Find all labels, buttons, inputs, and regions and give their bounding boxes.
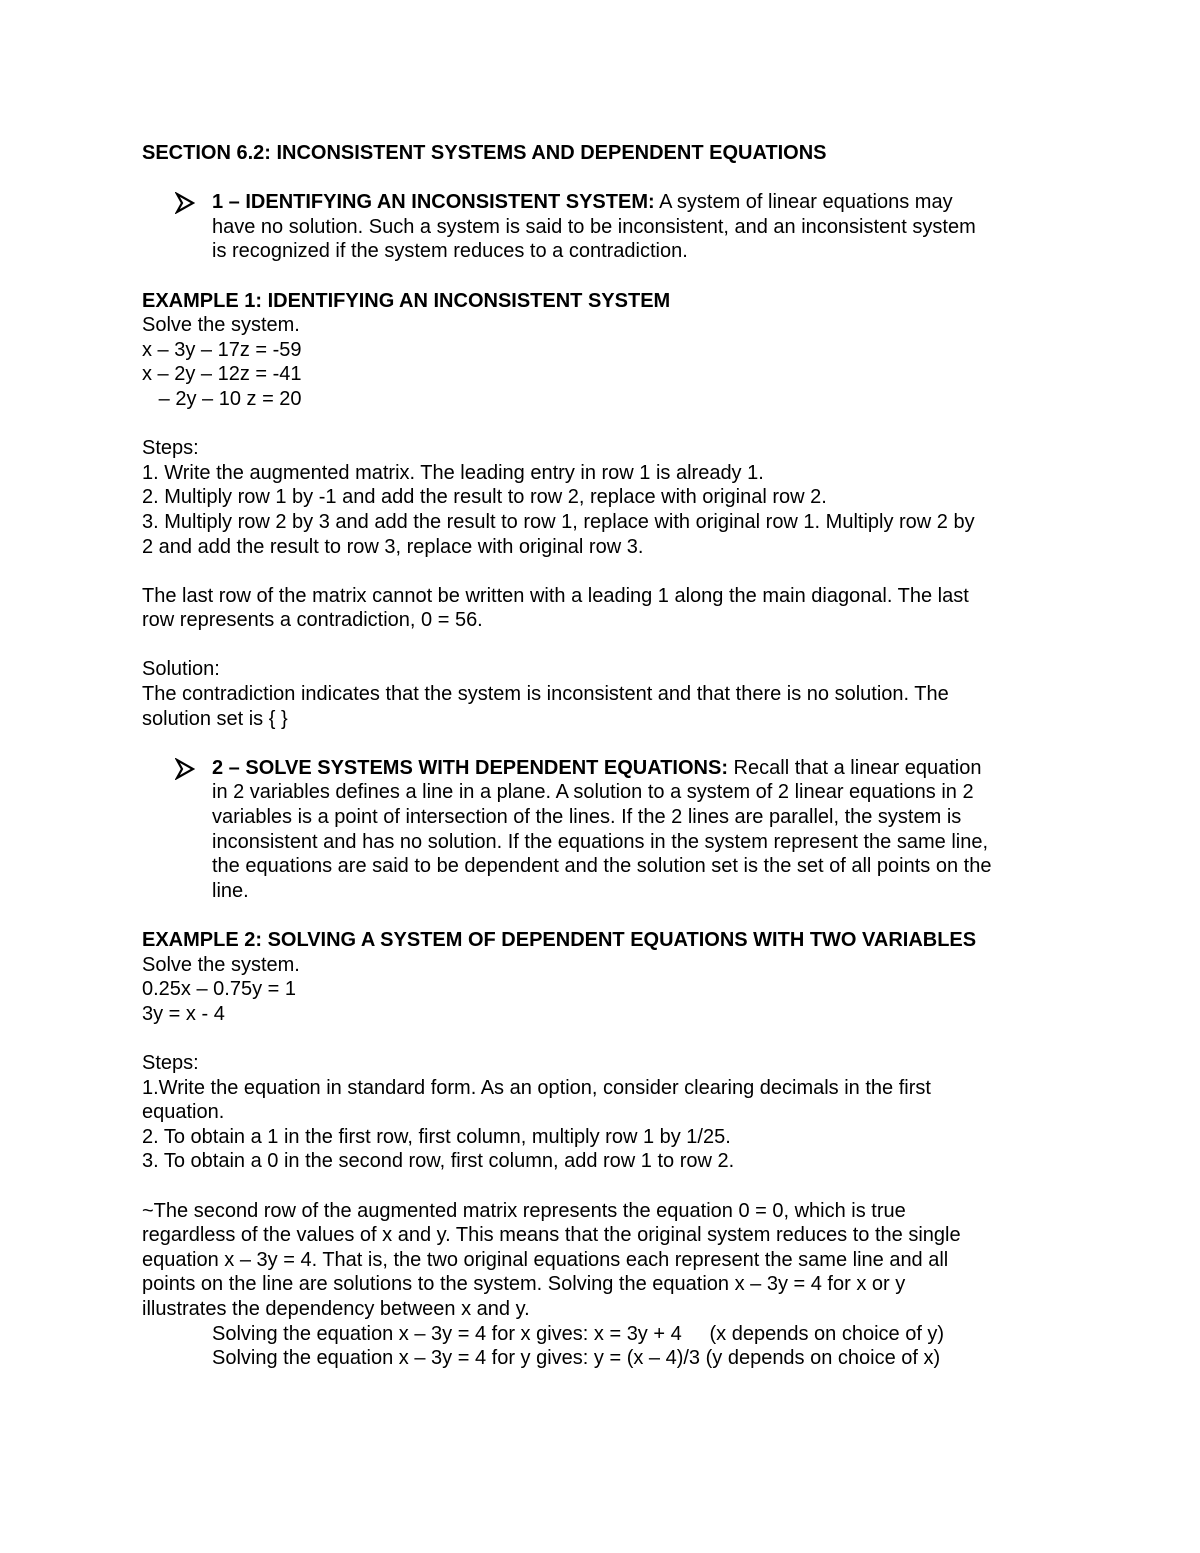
explanation-line: ~The second row of the augmented matrix represents the equation 0 = 0, which is true	[142, 1199, 906, 1222]
explanation-line: illustrates the dependency between x and y.	[142, 1297, 530, 1320]
note-line: The last row of the matrix cannot be written with a leading 1 along the main diagonal. The last	[142, 584, 969, 607]
solution-label: Solution:	[142, 658, 220, 681]
bullet-heading: 2 – SOLVE SYSTEMS WITH DEPENDENT EQUATIONS:	[212, 756, 728, 779]
solving-line: Solving the equation x – 3y = 4 for y gives: y = (x – 4)/3 (y depends on choice of x)	[212, 1347, 941, 1370]
bullet-line: in 2 variables defines a line in a plane. A solution to a system of 2 linear equations in 2	[212, 781, 974, 804]
equation: – 2y – 10 z = 20	[142, 387, 302, 410]
spacer	[142, 166, 1062, 191]
step-line: equation.	[142, 1101, 225, 1124]
section-title: SECTION 6.2: INCONSISTENT SYSTEMS AND DEPENDENT EQUATIONS	[142, 142, 827, 164]
solving-line: Solving the equation x – 3y = 4 for x gives: x = 3y + 4 (x depends on choice of y)	[212, 1322, 945, 1345]
explanation-line: regardless of the values of x and y. This means that the original system reduces to the single	[142, 1224, 961, 1247]
step-line: 1.Write the equation in standard form. As an option, consider clearing decimals in the first	[142, 1076, 931, 1099]
spacer	[142, 633, 1062, 658]
spacer	[142, 903, 1062, 928]
steps-label: Steps:	[142, 1051, 199, 1074]
bullet-line: is recognized if the system reduces to a contradiction.	[212, 240, 688, 263]
explanation-line: points on the line are solutions to the system. Solving the equation x – 3y = 4 for x or y	[142, 1273, 906, 1296]
step-line: 2. Multiply row 1 by -1 and add the result to row 2, replace with original row 2.	[142, 486, 827, 509]
step-line: 3. To obtain a 0 in the second row, first column, add row 1 to row 2.	[142, 1150, 735, 1173]
bullet-line: the equations are said to be dependent and the solution set is the set of all points on the	[212, 855, 992, 878]
step-line: 3. Multiply row 2 by 3 and add the result to row 1, replace with original row 1. Multiply row 2 by	[142, 510, 975, 533]
bullet-line: line.	[212, 879, 249, 902]
step-line: 2. To obtain a 1 in the first row, first column, multiply row 1 by 1/25.	[142, 1125, 731, 1148]
bullet-text: Recall that a linear equation	[728, 756, 982, 779]
example1-prompt: Solve the system.	[142, 314, 300, 337]
arrowhead-bullet-icon	[175, 192, 195, 214]
spacer	[142, 412, 1062, 437]
equation: x – 3y – 17z = -59	[142, 338, 302, 361]
arrowhead-bullet-icon	[175, 758, 195, 780]
bullet-line	[212, 190, 1062, 215]
step-line: 2 and add the result to row 3, replace with original row 3.	[142, 535, 644, 558]
bullet-line: inconsistent and has no solution. If the equations in the system represent the same line,	[212, 830, 989, 853]
note-line: row represents a contradiction, 0 = 56.	[142, 609, 483, 632]
example1-title: EXAMPLE 1: IDENTIFYING AN INCONSISTENT SYSTEM	[142, 289, 671, 312]
equation: 3y = x - 4	[142, 1002, 225, 1025]
solution-line: The contradiction indicates that the system is inconsistent and that there is no solution. The	[142, 683, 949, 706]
step-line: 1. Write the augmented matrix. The leading entry in row 1 is already 1.	[142, 461, 764, 484]
bullet-heading: 1 – IDENTIFYING AN INCONSISTENT SYSTEM:	[212, 191, 655, 214]
explanation-line: equation x – 3y = 4. That is, the two original equations each represent the same line and all	[142, 1248, 949, 1271]
bullet-line	[212, 756, 1062, 781]
steps-label: Steps:	[142, 437, 199, 460]
bullet-line: variables is a point of intersection of the lines. If the 2 lines are parallel, the system is	[212, 806, 962, 829]
bullet-dependent-equations	[142, 756, 1062, 904]
spacer	[142, 559, 1062, 584]
bullet-text: A system of linear equations may	[654, 191, 953, 214]
solution-line: solution set is { }	[142, 707, 288, 730]
spacer	[142, 1026, 1062, 1051]
document-page	[142, 141, 1062, 1371]
equation: x – 2y – 12z = -41	[142, 363, 302, 386]
example2-title: EXAMPLE 2: SOLVING A SYSTEM OF DEPENDENT EQUATIONS WITH TWO VARIABLES	[142, 929, 977, 951]
bullet-inconsistent-system	[142, 190, 1062, 264]
example2-prompt: Solve the system.	[142, 953, 300, 976]
spacer	[142, 264, 1062, 289]
bullet-line: have no solution. Such a system is said to be inconsistent, and an inconsistent system	[212, 215, 976, 238]
spacer	[142, 1174, 1062, 1199]
spacer	[142, 731, 1062, 756]
equation: 0.25x – 0.75y = 1	[142, 978, 297, 1001]
